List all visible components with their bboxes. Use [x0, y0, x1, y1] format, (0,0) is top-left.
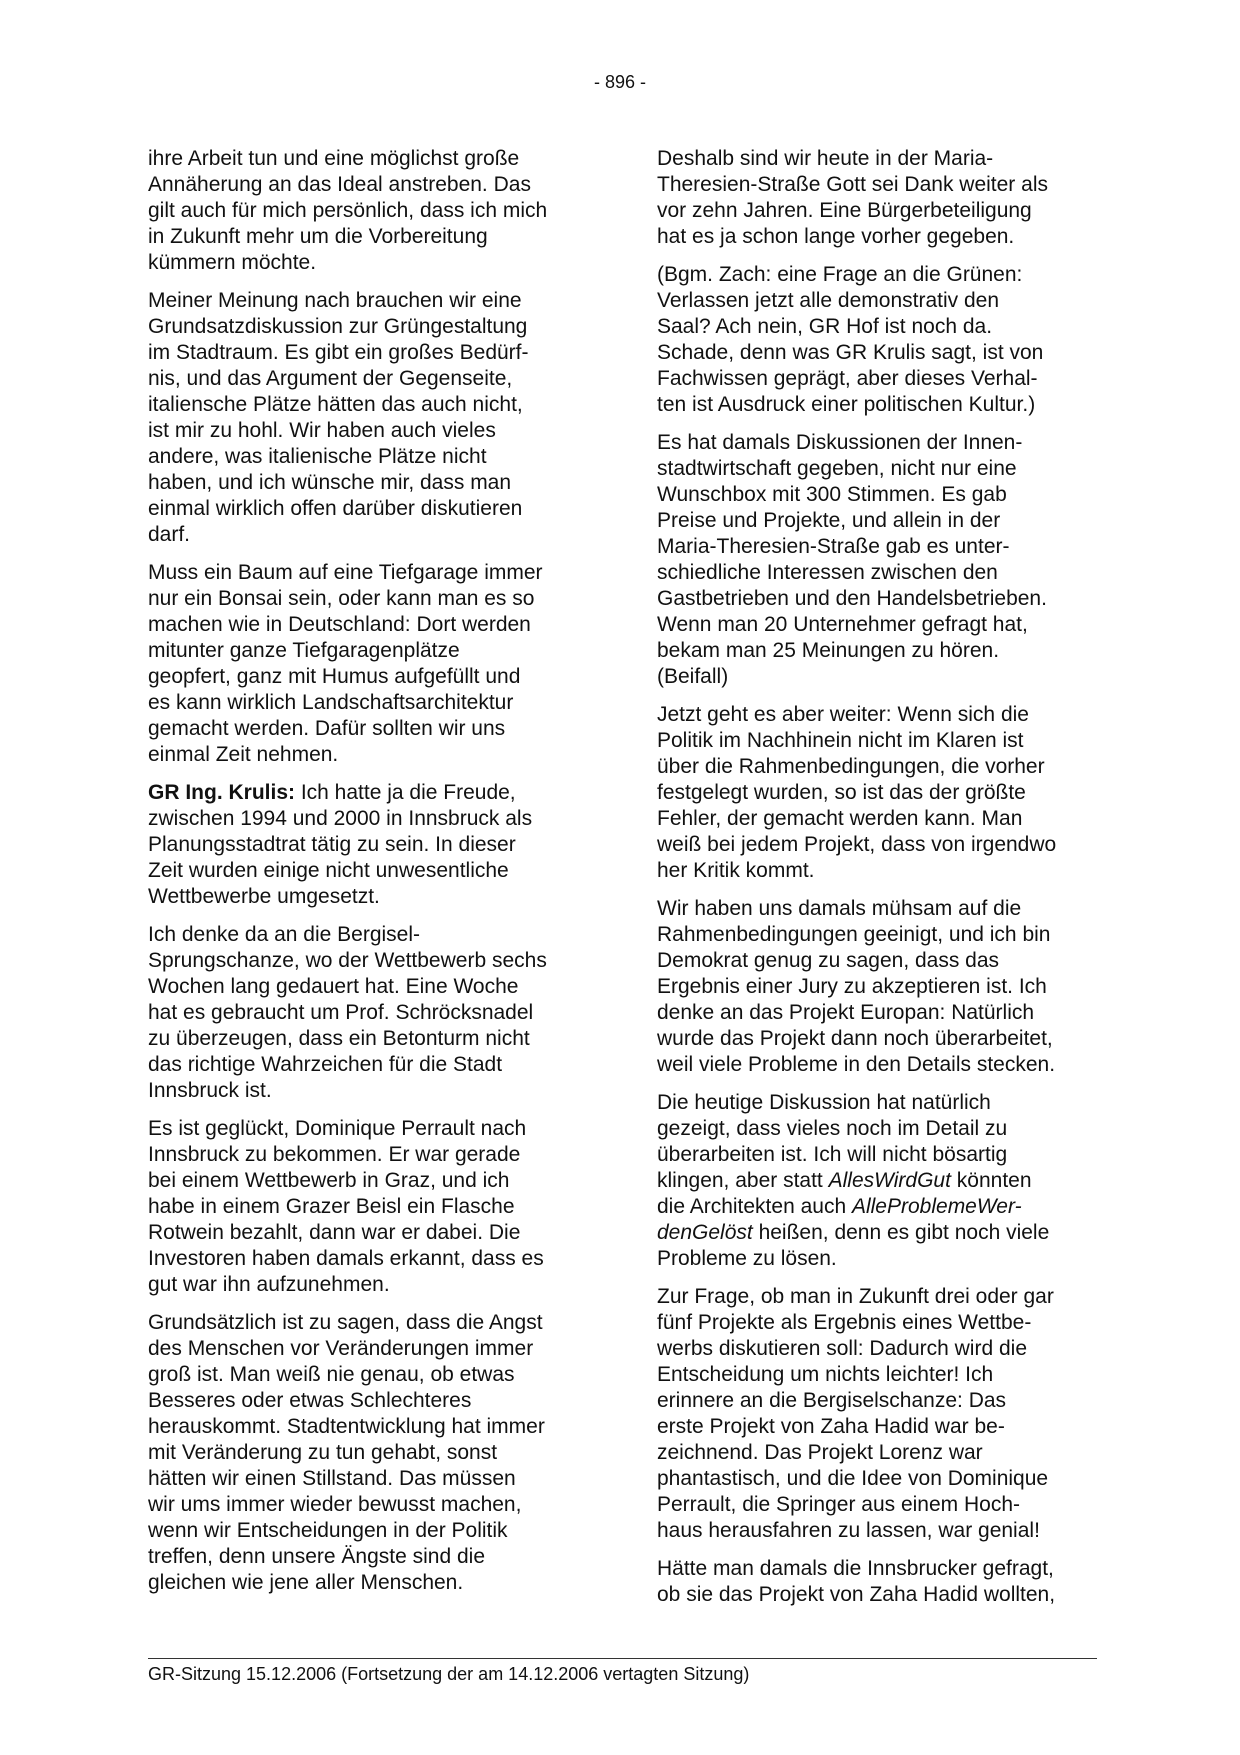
text-line: Schade, denn was GR Krulis sagt, ist von [657, 341, 1044, 364]
text-line: Wenn man 20 Unternehmer gefragt hat, [657, 613, 1028, 636]
text-line: haus herausfahren zu lassen, war genial! [657, 1519, 1040, 1542]
text-line: Rotwein bezahlt, dann war er dabei. Die [148, 1221, 521, 1244]
text-line: stadtwirtschaft gegeben, nicht nur eine [657, 457, 1017, 480]
text-fragment: Ich hatte ja die Freude, [295, 781, 516, 804]
text-line: her Kritik kommt. [657, 859, 815, 882]
text-fragment: die Architekten auch [657, 1195, 852, 1218]
text-line: machen wie in Deutschland: Dort werden [148, 613, 531, 636]
text-line: mit Veränderung zu tun gehabt, sonst [148, 1441, 498, 1464]
text-line: Wir haben uns damals mühsam auf die [657, 897, 1022, 920]
text-line: ist mir zu hohl. Wir haben auch vieles [148, 419, 496, 442]
text-line: ob sie das Projekt von Zaha Hadid wollten, [657, 1583, 1056, 1606]
paragraph [657, 262, 1107, 418]
text-line: kümmern möchte. [148, 251, 317, 274]
paragraph [148, 1310, 593, 1596]
text-line: in Zukunft mehr um die Vorbereitung [148, 225, 488, 248]
text-line: groß ist. Man weiß nie genau, ob etwas [148, 1363, 515, 1386]
text-line: Innsbruck ist. [148, 1079, 272, 1102]
paragraph [148, 146, 593, 276]
text-line [657, 1168, 1107, 1194]
text-line: Jetzt geht es aber weiter: Wenn sich die [657, 703, 1029, 726]
text-fragment: heißen, denn es gibt noch viele [752, 1221, 1050, 1244]
text-line: Hätte man damals die Innsbrucker gefragt, [657, 1557, 1054, 1580]
text-line: habe in einem Grazer Beisl ein Flasche [148, 1195, 515, 1218]
text-line: gezeigt, dass vieles noch im Detail zu [657, 1117, 1008, 1140]
text-line: Wettbewerbe umgesetzt. [148, 885, 380, 908]
text-line: schiedliche Interessen zwischen den [657, 561, 998, 584]
emphasis-text: denGelöst [657, 1221, 753, 1244]
text-line: haben, und ich wünsche mir, dass man [148, 471, 512, 494]
text-line: andere, was italienische Plätze nicht [148, 445, 487, 468]
text-line: bekam man 25 Meinungen zu hören. [657, 639, 1000, 662]
paragraph [148, 288, 593, 548]
text-line: ten ist Ausdruck einer politischen Kultur.) [657, 393, 1036, 416]
text-line: Investoren haben damals erkannt, dass es [148, 1247, 544, 1270]
paragraph [657, 1284, 1107, 1544]
paragraph [657, 430, 1107, 690]
text-line: wenn wir Entscheidungen in der Politik [148, 1519, 508, 1542]
text-line: im Stadtraum. Es gibt ein großes Bedürf- [148, 341, 529, 364]
text-line: Sprungschanze, wo der Wettbewerb sechs [148, 949, 547, 972]
text-line: hat es gebraucht um Prof. Schröcksnadel [148, 1001, 534, 1024]
text-line [657, 1220, 1107, 1246]
text-line: Grundsatzdiskussion zur Grüngestaltung [148, 315, 528, 338]
text-line: nis, und das Argument der Gegenseite, [148, 367, 513, 390]
text-line: Zur Frage, ob man in Zukunft drei oder gar [657, 1285, 1054, 1308]
paragraph [148, 780, 593, 910]
text-line: Entscheidung um nichts leichter! Ich [657, 1363, 994, 1386]
paragraph [148, 922, 593, 1104]
text-line: Maria-Theresien-Straße gab es unter- [657, 535, 1010, 558]
text-line: überarbeiten ist. Ich will nicht bösartig [657, 1143, 1008, 1166]
text-line: Politik im Nachhinein nicht im Klaren ist [657, 729, 1024, 752]
text-line: Die heutige Diskussion hat natürlich [657, 1091, 991, 1114]
text-line: hat es ja schon lange vorher gegeben. [657, 225, 1015, 248]
text-line: gemacht werden. Dafür sollten wir uns [148, 717, 506, 740]
text-line: Perrault, die Springer aus einem Hoch- [657, 1493, 1021, 1516]
speaker-name: GR Ing. Krulis: [148, 781, 295, 804]
text-line: wir ums immer wieder bewusst machen, [148, 1493, 522, 1516]
text-line: vor zehn Jahren. Eine Bürgerbeteiligung [657, 199, 1032, 222]
text-line: gilt auch für mich persönlich, dass ich mich [148, 199, 548, 222]
text-line: Fehler, der gemacht werden kann. Man [657, 807, 1023, 830]
text-line: fünf Projekte als Ergebnis eines Wettbe- [657, 1311, 1032, 1334]
paragraph [657, 1090, 1107, 1272]
text-line: werbs diskutieren soll: Dadurch wird die [657, 1337, 1027, 1360]
text-line: Gastbetrieben und den Handelsbetrieben. [657, 587, 1047, 610]
text-line: zeichnend. Das Projekt Lorenz war [657, 1441, 983, 1464]
footer-divider [148, 1658, 1097, 1659]
text-line: denke an das Projekt Europan: Natürlich [657, 1001, 1035, 1024]
text-line: italiensche Plätze hätten das auch nicht, [148, 393, 523, 416]
text-line: Demokrat genug zu sagen, dass das [657, 949, 1000, 972]
text-line: einmal Zeit nehmen. [148, 743, 339, 766]
text-line: nur ein Bonsai sein, oder kann man es so [148, 587, 535, 610]
text-line: Verlassen jetzt alle demonstrativ den [657, 289, 1000, 312]
text-line: geopfert, ganz mit Humus aufgefüllt und [148, 665, 521, 688]
text-line [148, 780, 593, 806]
page-number: - 896 - [593, 72, 647, 92]
text-line: weil viele Probleme in den Details stecken. [657, 1053, 1056, 1076]
text-line: Es hat damals Diskussionen der Innen- [657, 431, 1023, 454]
text-line: weiß bei jedem Projekt, dass von irgendwo [657, 833, 1057, 856]
text-line: bei einem Wettbewerb in Graz, und ich [148, 1169, 510, 1192]
text-line: gleichen wie jene aller Menschen. [148, 1571, 464, 1594]
text-line: Ich denke da an die Bergisel- [148, 923, 421, 946]
text-line: Besseres oder etwas Schlechteres [148, 1389, 472, 1412]
paragraph [657, 702, 1107, 884]
paragraph [657, 896, 1107, 1078]
text-line: mitunter ganze Tiefgaragenplätze [148, 639, 460, 662]
text-line: wurde das Projekt dann noch überarbeitet, [657, 1027, 1053, 1050]
text-line: Meiner Meinung nach brauchen wir eine [148, 289, 522, 312]
text-line: (Beifall) [657, 665, 729, 688]
text-line: Theresien-Straße Gott sei Dank weiter als [657, 173, 1048, 196]
text-line: Saal? Ach nein, GR Hof ist noch da. [657, 315, 993, 338]
text-line: Deshalb sind wir heute in der Maria- [657, 147, 994, 170]
text-line: einmal wirklich offen darüber diskutieren [148, 497, 523, 520]
text-line: über die Rahmenbedingungen, die vorher [657, 755, 1045, 778]
text-line: Planungsstadtrat tätig zu sein. In dieser [148, 833, 516, 856]
text-line: des Menschen vor Veränderungen immer [148, 1337, 534, 1360]
text-line: Zeit wurden einige nicht unwesentliche [148, 859, 509, 882]
emphasis-text: AlleProblemeWer- [851, 1195, 1022, 1218]
text-line: herauskommt. Stadtentwicklung hat immer [148, 1415, 545, 1438]
paragraph [657, 1556, 1107, 1608]
text-line: erinnere an die Bergiselschanze: Das [657, 1389, 1007, 1412]
text-line: Muss ein Baum auf eine Tiefgarage immer [148, 561, 543, 584]
text-line: Grundsätzlich ist zu sagen, dass die Angst [148, 1311, 543, 1334]
text-line: phantastisch, und die Idee von Dominique [657, 1467, 1049, 1490]
emphasis-text: AllesWirdGut [828, 1169, 951, 1192]
text-fragment: klingen, aber statt [657, 1169, 829, 1192]
text-line: Wochen lang gedauert hat. Eine Woche [148, 975, 519, 998]
paragraph [148, 1116, 593, 1298]
text-line: es kann wirklich Landschaftsarchitektur [148, 691, 514, 714]
text-line: Rahmenbedingungen geeinigt, und ich bin [657, 923, 1051, 946]
paragraph [657, 146, 1107, 250]
text-line: Es ist geglückt, Dominique Perrault nach [148, 1117, 527, 1140]
text-line: Preise und Projekte, und allein in der [657, 509, 1001, 532]
right-column [657, 146, 1107, 1620]
text-line: zu überzeugen, dass ein Betonturm nicht [148, 1027, 530, 1050]
text-line: Innsbruck zu bekommen. Er war gerade [148, 1143, 521, 1166]
text-line: ihre Arbeit tun und eine möglichst große [148, 147, 520, 170]
text-line: festgelegt wurden, so ist das der größte [657, 781, 1026, 804]
text-line: Fachwissen geprägt, aber dieses Verhal- [657, 367, 1038, 390]
text-line: zwischen 1994 und 2000 in Innsbruck als [148, 807, 533, 830]
text-line: treffen, denn unsere Ängste sind die [148, 1545, 486, 1568]
text-line [657, 1194, 1107, 1220]
text-line: das richtige Wahrzeichen für die Stadt [148, 1053, 503, 1076]
text-line: (Bgm. Zach: eine Frage an die Grünen: [657, 263, 1023, 286]
left-column [148, 146, 593, 1608]
text-line: Probleme zu lösen. [657, 1247, 837, 1270]
text-line: Wunschbox mit 300 Stimmen. Es gab [657, 483, 1007, 506]
text-fragment: könnten [950, 1169, 1032, 1192]
paragraph [148, 560, 593, 768]
text-line: erste Projekt von Zaha Hadid war be- [657, 1415, 1005, 1438]
text-line: hätten wir einen Stillstand. Das müssen [148, 1467, 516, 1490]
text-line: Ergebnis einer Jury zu akzeptieren ist. Ich [657, 975, 1047, 998]
text-line: darf. [148, 523, 191, 546]
footer-text: GR-Sitzung 15.12.2006 (Fortsetzung der am 14.12.2006 vertagten Sitzung) [148, 1664, 750, 1684]
text-line: Annäherung an das Ideal anstreben. Das [148, 173, 531, 196]
text-line: gut war ihn aufzunehmen. [148, 1273, 390, 1296]
